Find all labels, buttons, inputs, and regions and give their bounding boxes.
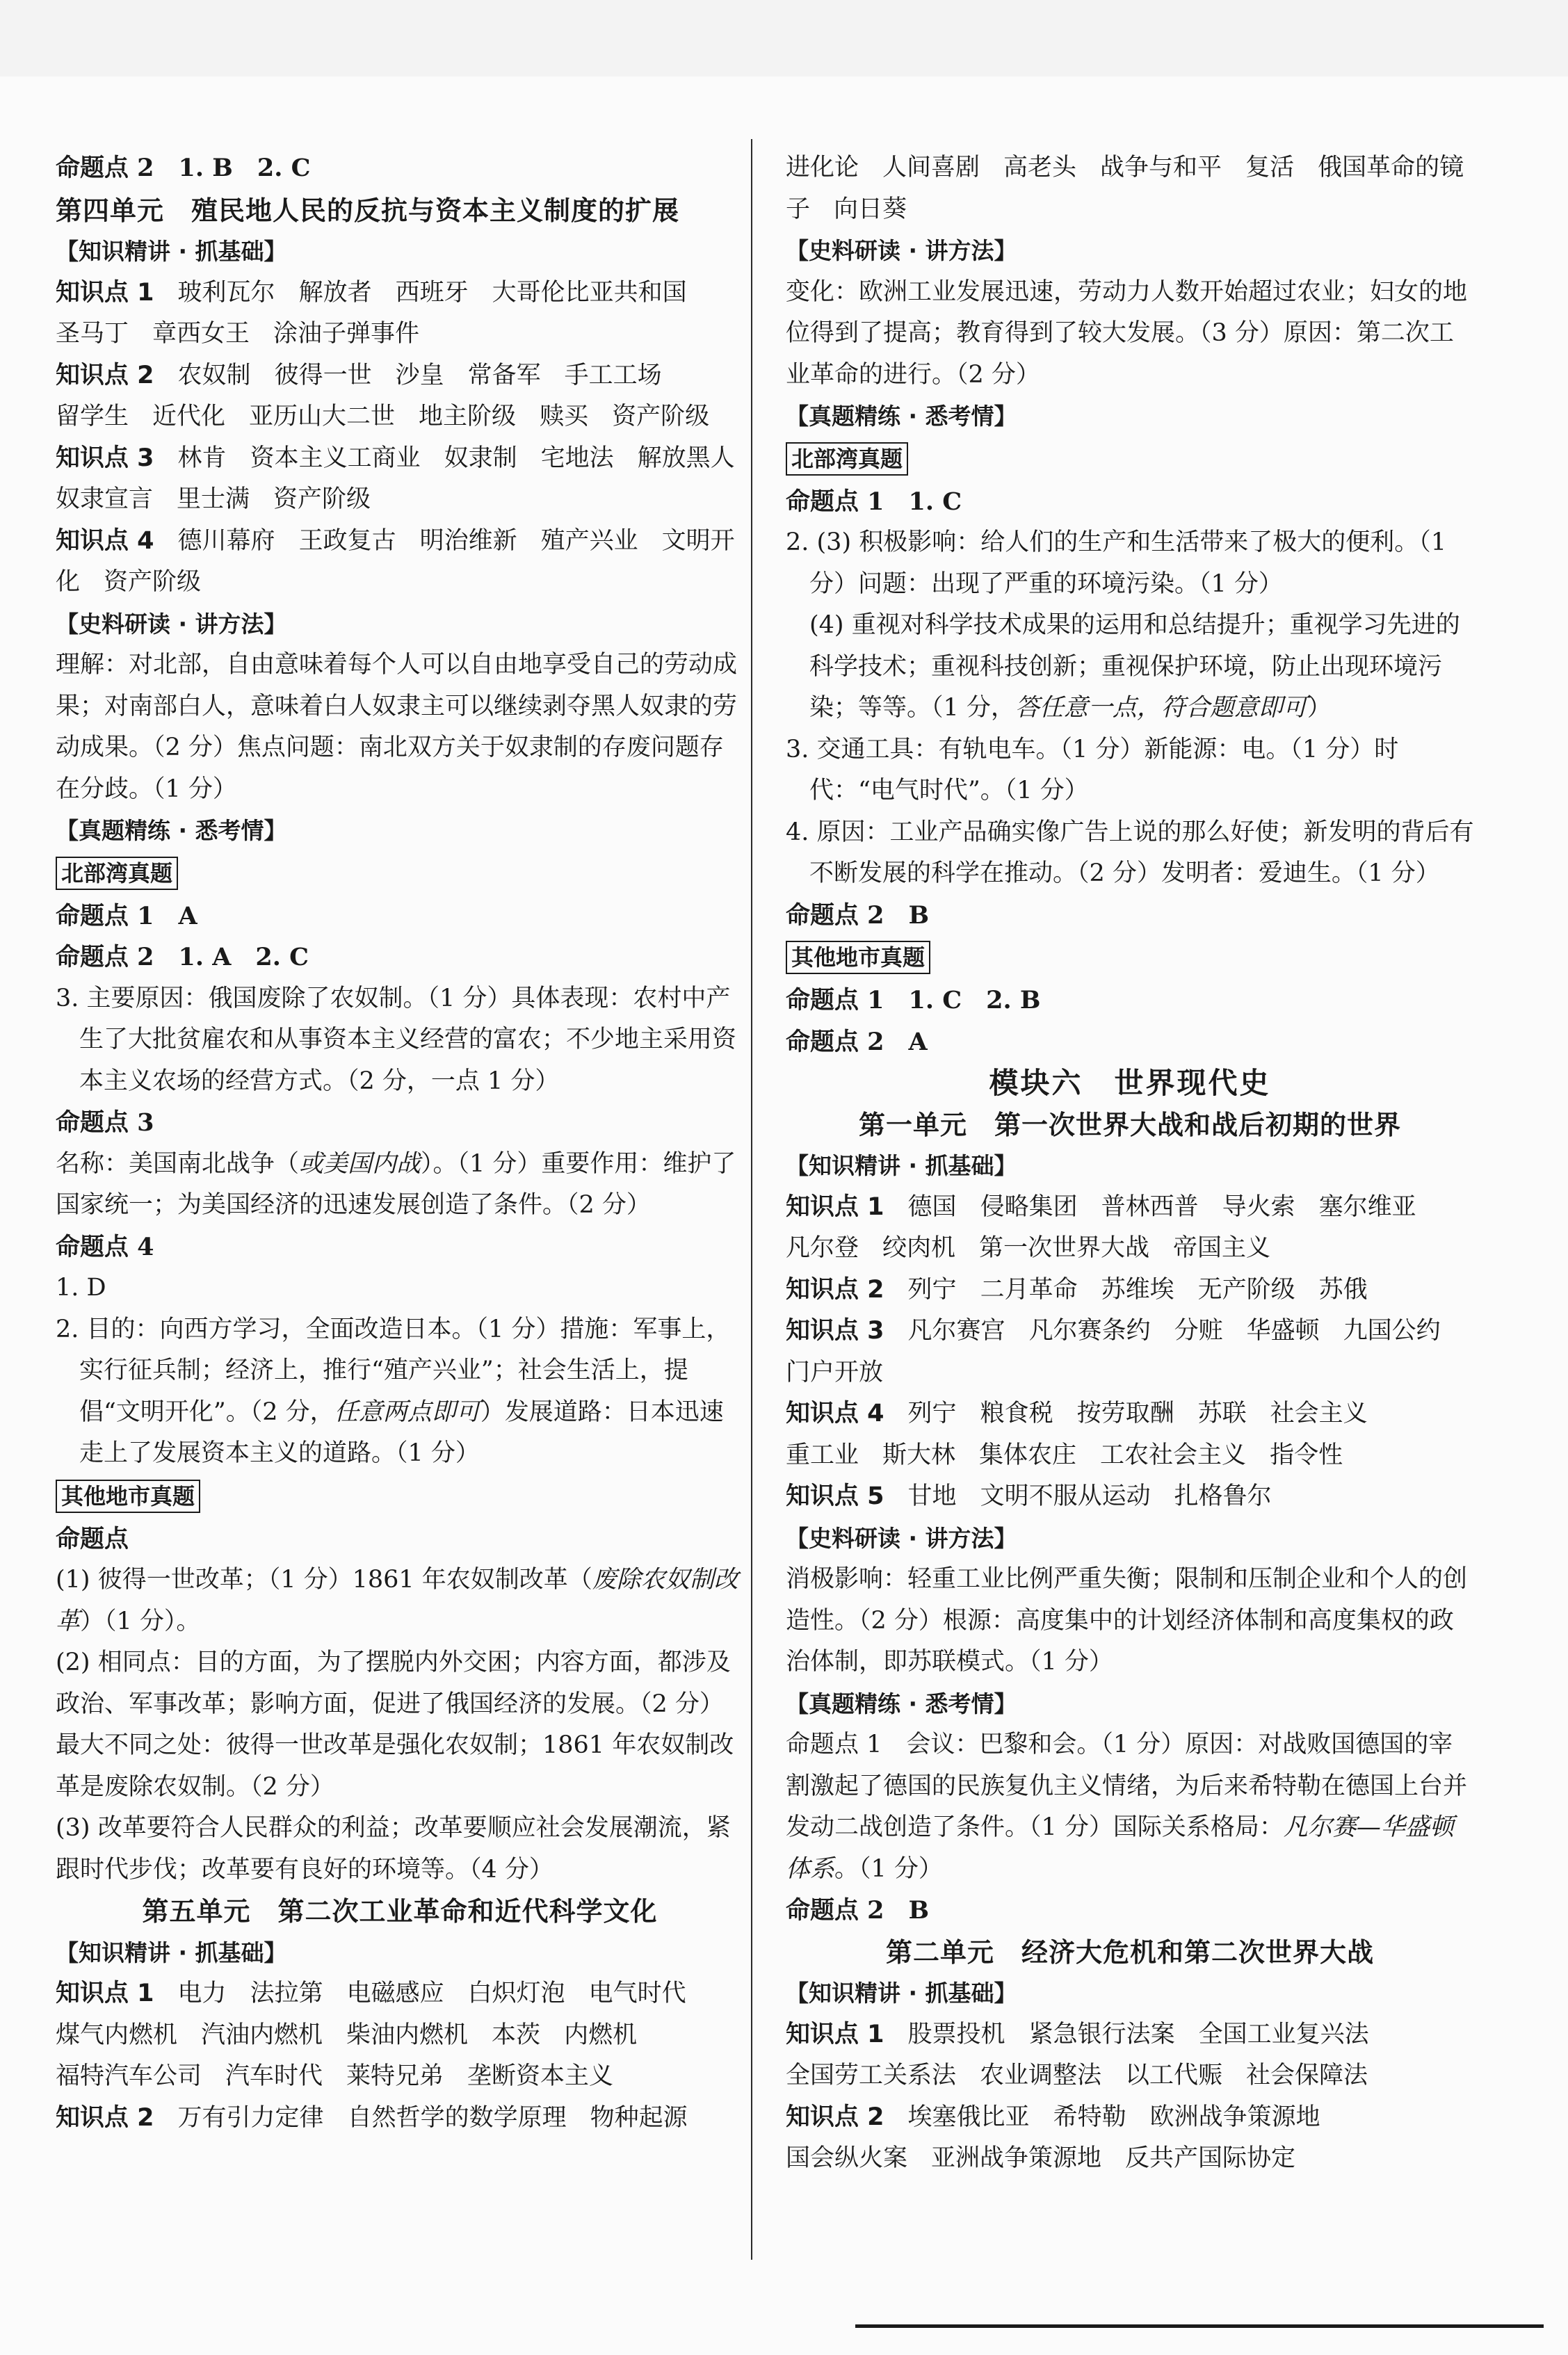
answer-line: 命题点 1 1. C <box>786 487 962 516</box>
left-column <box>56 147 744 2139</box>
knowledge-point-5: 知识点 5 甘地 文明不服从运动 扎格鲁尔 <box>786 1482 1272 1510</box>
material-answer: 变化：欧洲工业发展迅速，劳动力人数开始超过农业；妇女的地位得到了提高；教育得到了较大发展。（3 分）原因：第二次工业革命的进行。（2 分） <box>786 277 1468 389</box>
answer-line: 命题点 3 <box>56 1108 154 1137</box>
page-top-margin <box>0 0 1568 76</box>
answer-paragraph: 命题点 1 会议：巴黎和会。（1 分）原因：对战败国德国的宰割激起了德国的民族复仇主义情绪，为后来希特勒在德国上台并发动二战创造了条件。（1 分）国际关系格局：凡尔赛—华盛顿体系。（1 分） <box>786 1731 1468 1883</box>
section-label: 【史料研读 · 讲方法】 <box>786 237 1017 264</box>
answer-line: 命题点 1 1. C 2. B <box>786 986 1041 1014</box>
boxed-label: 其他地市真题 <box>56 1480 200 1513</box>
material-answer: 消极影响：轻重工业比例严重失衡；限制和压制企业和个人的创造性。（2 分）根源：高度集中的计划经济体制和高度集权的政治体制，即苏联模式。（1 分） <box>786 1565 1468 1676</box>
section-label: 【知识精讲 · 抓基础】 <box>56 1939 287 1966</box>
answer-line: 命题点 1 A <box>56 901 197 930</box>
answer-paragraph: 2. 目的：向西方学习，全面改造日本。（1 分）措施：军事上，实行征兵制；经济上，推行“殖产兴业”；社会生活上，提倡“文明开化”。（2 分，任意两点即可）发展道路：日本迅速走上了发展资本主义的道路。（1 分） <box>56 1315 731 1467</box>
answer-paragraph: 3. 主要原因：俄国废除了农奴制。（1 分）具体表现：农村中产生了大批贫雇农和从事资本主义经营的富农；不少地主采用资本主义农场的经营方式。（2 分，一点 1 分） <box>56 984 737 1095</box>
knowledge-point-2: 知识点 2 埃塞俄比亚 希特勒 欧洲战争策源地 国会纵火案 亚洲战争策源地 反共产国际协定 <box>786 2103 1320 2172</box>
right-column <box>786 147 1474 2180</box>
unit2-title: 第二单元 经济大危机和第二次世界大战 <box>885 1936 1374 1968</box>
unit4-title: 第四单元 殖民地人民的反抗与资本主义制度的扩展 <box>56 194 680 226</box>
section-label: 【知识精讲 · 抓基础】 <box>786 1152 1017 1179</box>
bottom-rule <box>855 2324 1544 2328</box>
answer-line: 1. D <box>56 1274 106 1302</box>
answer-line: 命题点 <box>56 1524 129 1553</box>
knowledge-point-1: 知识点 1 电力 法拉第 电磁感应 白炽灯泡 电气时代 煤气内燃机 汽油内燃机 柴油内燃机 本茨 内燃机 福特汽车公司 汽车时代 莱特兄弟 垄断资本主义 <box>56 1980 686 2090</box>
section-label: 【史料研读 · 讲方法】 <box>786 1524 1017 1552</box>
knowledge-point-4: 知识点 4 德川幕府 王政复古 明治维新 殖产兴业 文明开化 资产阶级 <box>56 526 735 596</box>
answer-paragraph: 名称：美国南北战争（或美国内战）。（1 分）重要作用：维护了国家统一；为美国经济的迅速发展创造了条件。（2 分） <box>56 1149 736 1219</box>
knowledge-point-1: 知识点 1 德国 侵略集团 普林西普 导火索 塞尔维亚 凡尔登 绞肉机 第一次世界大战 帝国主义 <box>786 1192 1416 1262</box>
knowledge-point-4: 知识点 4 列宁 粮食税 按劳取酬 苏联 社会主义 重工业 斯大林 集体农庄 工农社会主义 指令性 <box>786 1400 1368 1469</box>
answer-line: 命题点 2 B <box>786 900 930 930</box>
section-label: 【真题精练 · 悉考情】 <box>786 403 1017 430</box>
section-label: 【知识精讲 · 抓基础】 <box>786 1980 1017 2007</box>
answer-paragraph: 4. 原因：工业产品确实像广告上说的那么好使；新发明的背后有不断发展的科学在推动。（2 分）发明者：爱迪生。（1 分） <box>786 818 1474 887</box>
answer-paragraph: 3. 交通工具：有轨电车。（1 分）新能源：电。（1 分）时代：“电气时代”。（1 分） <box>786 735 1399 804</box>
column-divider <box>751 139 752 2260</box>
knowledge-point-1: 知识点 1 股票投机 紧急银行法案 全国工业复兴法 全国劳工关系法 农业调整法 以工代赈 社会保障法 <box>786 2020 1369 2089</box>
knowledge-point-3: 知识点 3 凡尔赛宫 凡尔赛条约 分赃 华盛顿 九国公约 门户开放 <box>786 1317 1441 1386</box>
answer-paragraph: (3) 改革要符合人民群众的利益；改革要顺应社会发展潮流，紧跟时代步伐；改革要有良好的环境等。（4 分） <box>56 1814 731 1884</box>
boxed-label: 北部湾真题 <box>786 442 908 476</box>
answer-line: 命题点 4 <box>56 1232 154 1261</box>
section-label: 【真题精练 · 悉考情】 <box>56 817 287 844</box>
answer-paragraph: (4) 重视对科学技术成果的运用和总结提升；重视学习先进的科学技术；重视科技创新；重视保护环境，防止出现环境污染；等等。（1 分，答任意一点，符合题意即可） <box>809 611 1460 722</box>
unit5-title: 第五单元 第二次工业革命和近代科学文化 <box>142 1895 658 1927</box>
knowledge-point-2: 知识点 2 万有引力定律 自然哲学的数学原理 物种起源 <box>56 2103 688 2132</box>
boxed-label: 其他地市真题 <box>786 941 930 974</box>
section-label: 【知识精讲 · 抓基础】 <box>56 238 287 265</box>
module-title: 模块六 世界现代史 <box>989 1066 1271 1100</box>
answer-line: 命题点 2 B <box>786 1896 930 1925</box>
section-label: 【真题精练 · 悉考情】 <box>786 1690 1017 1717</box>
unit1-title: 第一单元 第一次世界大战和战后初期的世界 <box>858 1108 1401 1140</box>
material-answer: 理解：对北部，自由意味着每个人可以自由地享受自己的劳动成果；对南部白人，意味着白人奴隶主可以继续剥夺黑人奴隶的劳动成果。（2 分）焦点问题：南北双方关于奴隶制的存废问题存在分歧。（1 分） <box>56 651 738 803</box>
answer-paragraph: 2. (3) 积极影响：给人们的生产和生活带来了极大的便利。（1 分）问题：出现了严重的环境污染。（1 分） <box>786 528 1446 598</box>
answer-paragraph: (2) 相同点：目的方面，为了摆脱内外交困；内容方面，都涉及政治、军事改革；影响方面，促进了俄国经济的发展。（2 分）最大不同之处：彼得一世改革是强化农奴制；1861 年农奴制改革是废除农奴制。（2 分） <box>56 1649 734 1801</box>
boxed-label: 北部湾真题 <box>56 857 178 890</box>
knowledge-point-2: 知识点 2 列宁 二月革命 苏维埃 无产阶级 苏俄 <box>786 1275 1368 1304</box>
knowledge-point-2: 知识点 2 农奴制 彼得一世 沙皇 常备军 手工工场 留学生 近代化 亚历山大二世 地主阶级 赎买 资产阶级 <box>56 361 710 430</box>
answer-line: 命题点 2 1. B 2. C <box>56 154 311 182</box>
answer-paragraph: (1) 彼得一世改革；（1 分）1861 年农奴制改革（废除农奴制改革）（1 分）。 <box>56 1566 738 1635</box>
knowledge-point-continued: 进化论 人间喜剧 高老头 战争与和平 复活 俄国革命的镜子 向日葵 <box>786 154 1464 223</box>
knowledge-point-1: 知识点 1 玻利瓦尔 解放者 西班牙 大哥伦比亚共和国 圣马丁 章西女王 涂油子弹事件 <box>56 278 687 348</box>
knowledge-point-3: 知识点 3 林肯 资本主义工商业 奴隶制 宅地法 解放黑人奴隶宣言 里士满 资产阶级 <box>56 444 735 513</box>
answer-line: 命题点 2 1. A 2. C <box>56 943 309 971</box>
section-label: 【史料研读 · 讲方法】 <box>56 610 287 638</box>
answer-line: 命题点 2 A <box>786 1027 928 1056</box>
